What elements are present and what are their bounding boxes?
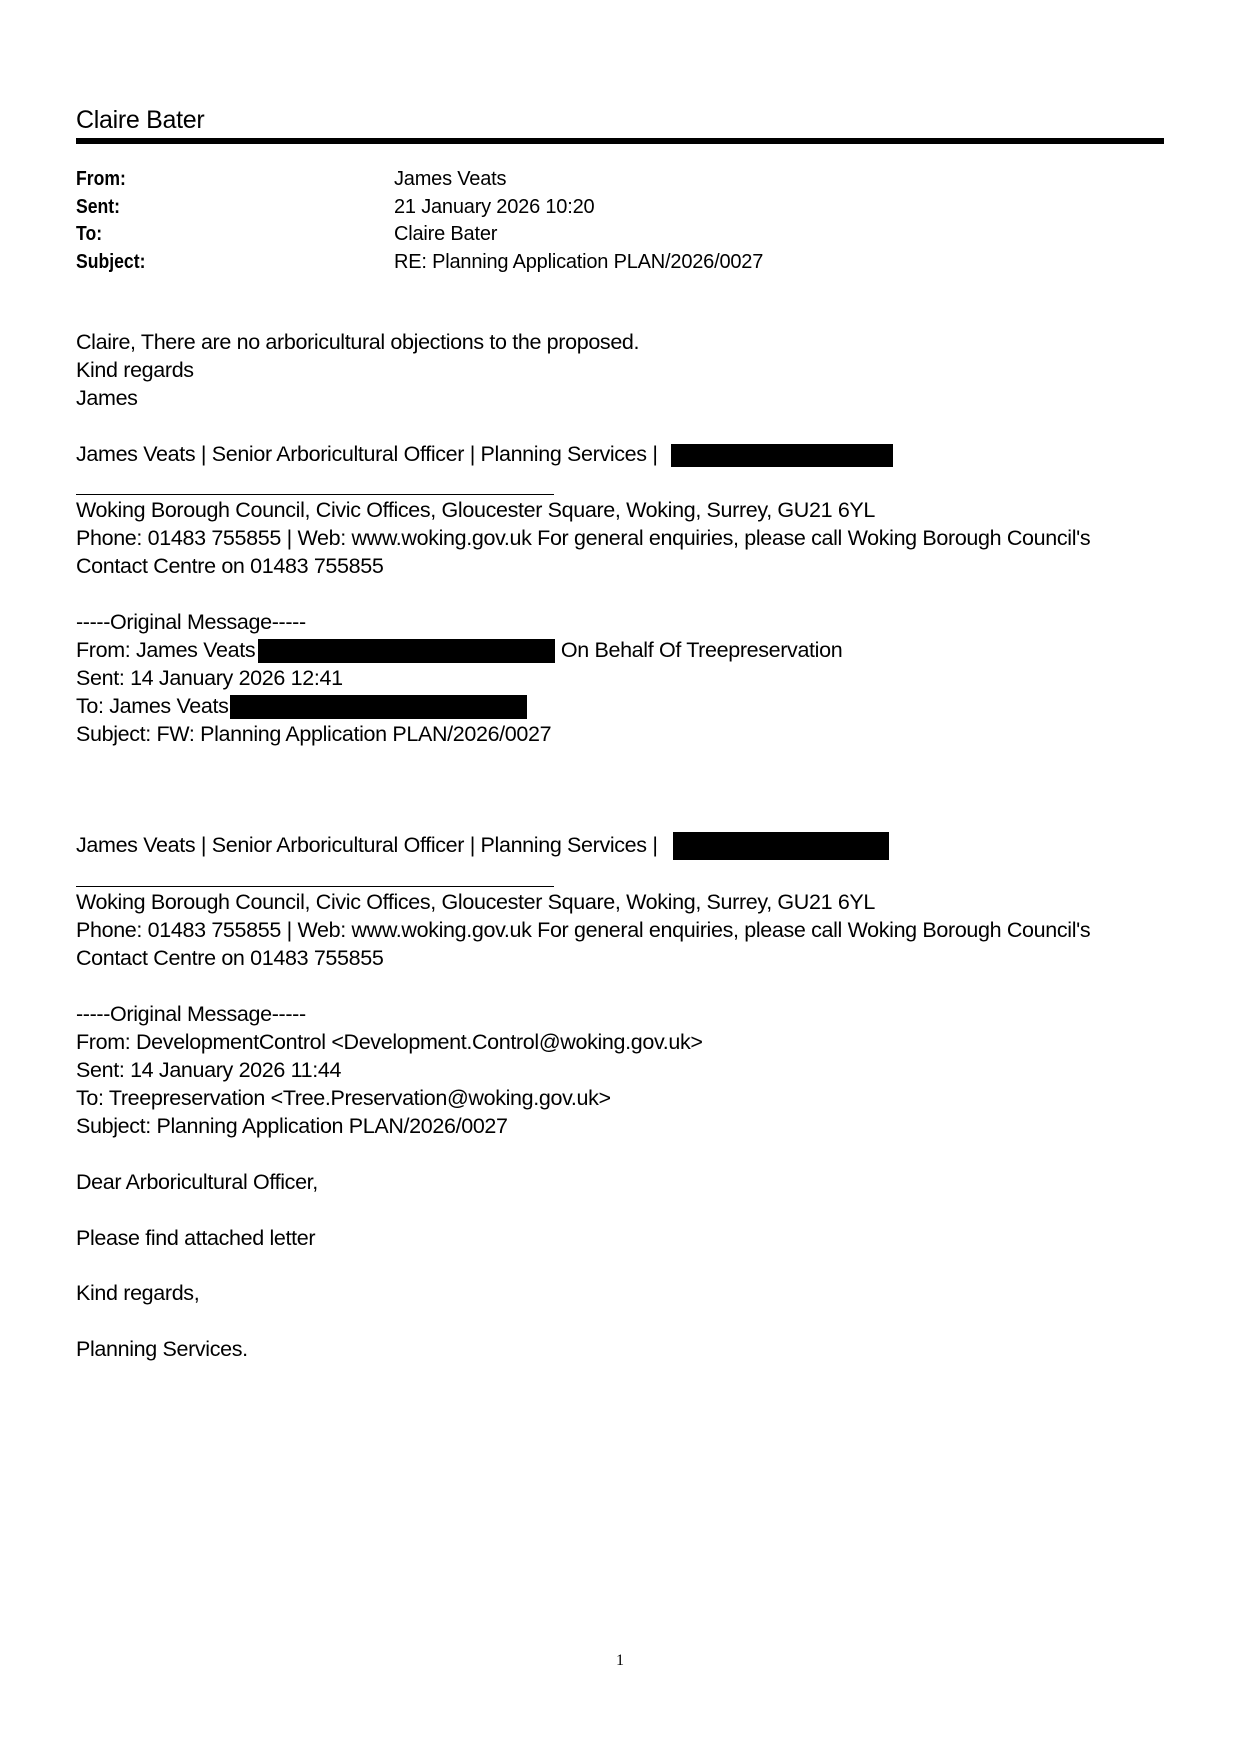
original-to: To: James Veats [76,694,229,718]
body-line-2: Kind regards [76,358,194,382]
original2-subject: Subject: Planning Application PLAN/2026/0027 [76,1114,508,1138]
header-subject-row [76,249,764,277]
signature-line [76,440,893,468]
mailbox-owner-name: Claire Bater [76,106,205,134]
header-to-row [76,221,498,249]
original-subject: Subject: FW: Planning Application PLAN/2026/0027 [76,722,552,746]
signature-underline-2 [76,886,554,887]
signature-underline [76,494,554,495]
sent-label: Sent: [76,195,120,218]
sent-value: 21 January 2026 10:20 [394,195,595,218]
original2-greeting: Dear Arboricultural Officer, [76,1170,318,1194]
from-value: James Veats [394,168,507,190]
original-message-divider-2: -----Original Message----- [76,1002,306,1026]
original-sent: Sent: 14 January 2026 12:41 [76,666,343,690]
original2-from: From: DevelopmentControl <Development.Control@woking.gov.uk> [76,1030,703,1054]
header-sent-row [76,194,595,222]
original-from: From: James Veats [76,638,256,662]
signature-address: Woking Borough Council, Civic Offices, Gloucester Square, Woking, Surrey, GU21 6YL [76,498,876,522]
signature-text: James Veats | Senior Arboricultural Officer | Planning Services | [76,442,658,466]
signature-contact-2: Contact Centre on 01483 755855 [76,554,384,578]
signature-address-2: Woking Borough Council, Civic Offices, Gloucester Square, Woking, Surrey, GU21 6YL [76,890,876,914]
original-from-suffix: On Behalf Of Treepreservation [560,638,843,662]
redaction-block [673,832,889,860]
original2-closing: Kind regards, [76,1281,200,1305]
signature-text-2: James Veats | Senior Arboricultural Officer | Planning Services | [76,833,658,857]
signature-contact-1: Phone: 01483 755855 | Web: www.woking.gov.uk For general enquiries, please call Woking Borough Council's [76,526,1091,550]
original2-to: To: Treepreservation <Tree.Preservation@woking.gov.uk> [76,1086,611,1110]
original-from-line [76,636,842,664]
body-line-1: Claire, There are no arboricultural objections to the proposed. [76,330,640,354]
signature-line-2 [76,831,889,860]
header-from-row [76,166,507,194]
original2-sender: Planning Services. [76,1337,248,1361]
original2-sent: Sent: 14 January 2026 11:44 [76,1058,342,1082]
body-line-3: James [76,386,138,410]
signature-contact-2-2: Contact Centre on 01483 755855 [76,946,384,970]
from-label: From: [76,168,126,190]
original-to-line [76,692,527,720]
redaction-block [258,639,555,663]
original-message-divider: -----Original Message----- [76,610,306,634]
page-number: 1 [616,1652,624,1669]
email-header [76,166,764,276]
original2-message: Please find attached letter [76,1226,316,1250]
to-value: Claire Bater [394,223,498,245]
subject-value: RE: Planning Application PLAN/2026/0027 [394,250,764,273]
header-rule [76,138,1164,144]
redaction-block [230,695,527,719]
to-label: To: [76,223,103,245]
redaction-block [671,444,893,467]
signature-contact-1-2: Phone: 01483 755855 | Web: www.woking.gov.uk For general enquiries, please call Woking Borough Council's [76,918,1091,942]
subject-label: Subject: [76,250,146,273]
